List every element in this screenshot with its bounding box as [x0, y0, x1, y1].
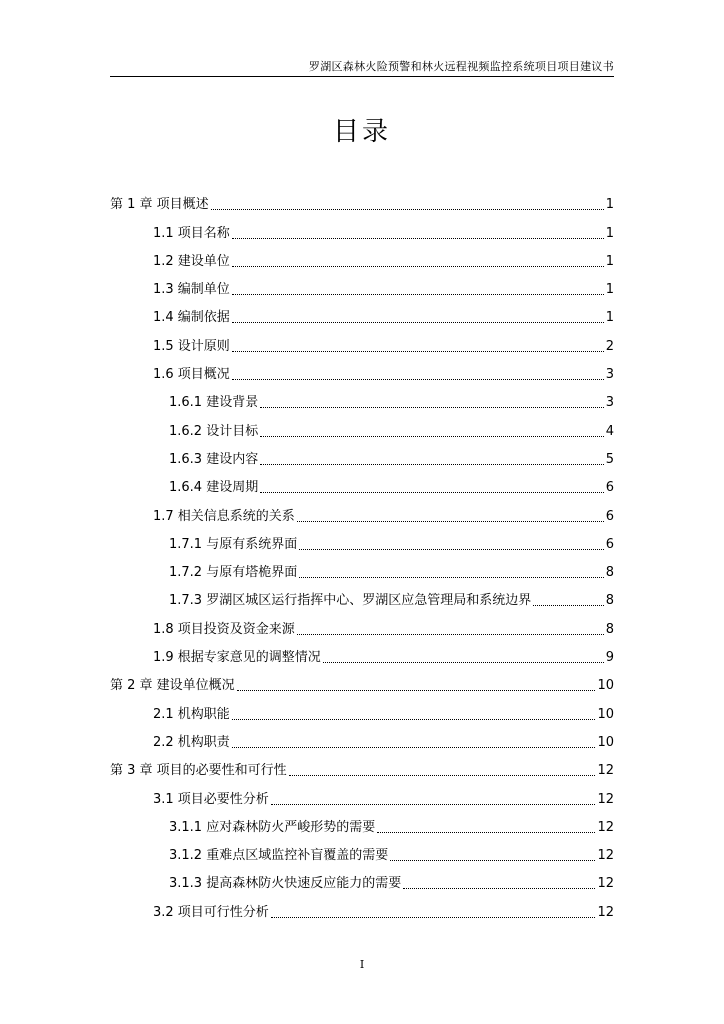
toc-entry-title: 1.6.4 建设周期: [169, 480, 259, 496]
toc-entry-title: 1.6.1 建设背景: [169, 395, 259, 411]
toc-entry[interactable]: [110, 270, 614, 298]
toc-entry[interactable]: [110, 553, 614, 581]
toc-page-number: 6: [605, 480, 614, 496]
toc-dot-leader: [232, 709, 596, 720]
toc-entry-title: 3.1.1 应对森林防火严峻形势的需要: [169, 819, 376, 835]
toc-entry[interactable]: [110, 468, 614, 496]
toc-page-number: 8: [605, 621, 614, 637]
toc-page-number: 6: [605, 508, 614, 524]
toc-entry[interactable]: [110, 666, 614, 694]
toc-entry[interactable]: [110, 525, 614, 553]
toc-page-number: 12: [597, 763, 614, 779]
toc-page-number: 10: [597, 734, 614, 750]
toc-page-number: 1: [605, 310, 614, 326]
toc-page-number: 8: [605, 593, 614, 609]
toc-entry[interactable]: [110, 440, 614, 468]
toc-dot-leader: [299, 539, 604, 550]
toc-dot-leader: [271, 794, 596, 805]
toc-entry-title: 第 1 章 项目概述: [110, 197, 209, 213]
toc-dot-leader: [260, 426, 604, 437]
toc-entry-title: 3.2 项目可行性分析: [153, 904, 269, 920]
toc-dot-leader: [232, 228, 604, 239]
toc-dot-leader: [299, 567, 604, 578]
toc-entry[interactable]: [110, 213, 614, 241]
toc-dot-leader: [237, 680, 596, 691]
toc-page-number: 1: [605, 253, 614, 269]
toc-entry[interactable]: [110, 355, 614, 383]
toc-dot-leader: [533, 595, 604, 606]
toc-dot-leader: [390, 850, 595, 861]
toc-entry[interactable]: [110, 638, 614, 666]
toc-page-number: 3: [605, 395, 614, 411]
toc-dot-leader: [377, 822, 595, 833]
toc-page-number: 12: [597, 904, 614, 920]
toc-entry-title: 1.7 相关信息系统的关系: [153, 508, 295, 524]
toc-dot-leader: [232, 737, 596, 748]
toc-entry-title: 1.8 项目投资及资金来源: [153, 621, 295, 637]
toc-entry-title: 1.2 建设单位: [153, 253, 230, 269]
toc-entry[interactable]: [110, 496, 614, 524]
toc-entry[interactable]: [110, 185, 614, 213]
toc-entry-title: 1.5 设计原则: [153, 338, 230, 354]
toc-entry-title: 1.1 项目名称: [153, 225, 230, 241]
toc-entry[interactable]: [110, 411, 614, 439]
toc-entry-title: 1.6.2 设计目标: [169, 423, 259, 439]
toc-entry[interactable]: [110, 383, 614, 411]
toc-entry-title: 1.3 编制单位: [153, 282, 230, 298]
toc-dot-leader: [403, 878, 595, 889]
toc-dot-leader: [260, 454, 604, 465]
toc-entry[interactable]: [110, 892, 614, 920]
toc-dot-leader: [289, 765, 596, 776]
toc-page-number: 1: [605, 197, 614, 213]
toc-entry-title: 1.9 根据专家意见的调整情况: [153, 650, 321, 666]
toc-page-number: 9: [605, 650, 614, 666]
toc-dot-leader: [211, 199, 604, 210]
toc-entry-title: 1.4 编制依据: [153, 310, 230, 326]
toc-dot-leader: [271, 907, 596, 918]
toc-entry-title: 1.7.3 罗湖区城区运行指挥中心、罗湖区应急管理局和系统边界: [169, 593, 532, 609]
toc-entry[interactable]: [110, 242, 614, 270]
toc-entry-title: 3.1 项目必要性分析: [153, 791, 269, 807]
toc-page-number: 6: [605, 536, 614, 552]
toc-entry[interactable]: [110, 864, 614, 892]
toc-dot-leader: [260, 397, 604, 408]
toc-entry[interactable]: [110, 751, 614, 779]
toc-page-number: 1: [605, 225, 614, 241]
toc-dot-leader: [232, 256, 604, 267]
toc-page-number: 5: [605, 451, 614, 467]
toc-dot-leader: [297, 511, 604, 522]
toc-page-number: 3: [605, 367, 614, 383]
toc-entry[interactable]: [110, 609, 614, 637]
page-title: 目录: [332, 117, 391, 147]
toc-dot-leader: [232, 312, 604, 323]
toc-page-number: 12: [597, 819, 614, 835]
toc-entry[interactable]: [110, 808, 614, 836]
toc-dot-leader: [323, 652, 604, 663]
table-of-contents: [110, 185, 614, 921]
toc-entry-title: 第 3 章 项目的必要性和可行性: [110, 763, 287, 779]
toc-page-number: 4: [605, 423, 614, 439]
running-header: 罗湖区森林火险预警和林火远程视频监控系统项目项目建议书: [308, 60, 614, 73]
toc-entry-title: 1.7.1 与原有系统界面: [169, 536, 298, 552]
toc-dot-leader: [232, 369, 604, 380]
header-divider: [110, 76, 614, 77]
toc-page-number: 10: [597, 678, 614, 694]
toc-dot-leader: [232, 341, 604, 352]
toc-page-number: 2: [605, 338, 614, 354]
toc-entry[interactable]: [110, 694, 614, 722]
toc-dot-leader: [260, 482, 604, 493]
toc-page-number: 12: [597, 791, 614, 807]
toc-entry[interactable]: [110, 779, 614, 807]
toc-page-number: 12: [597, 876, 614, 892]
toc-entry-title: 第 2 章 建设单位概况: [110, 678, 235, 694]
toc-dot-leader: [297, 624, 604, 635]
toc-entry-title: 3.1.3 提高森林防火快速反应能力的需要: [169, 876, 402, 892]
toc-entry[interactable]: [110, 298, 614, 326]
toc-page-number: 8: [605, 565, 614, 581]
toc-entry[interactable]: [110, 326, 614, 354]
toc-page-number: 12: [597, 848, 614, 864]
toc-page-number: 10: [597, 706, 614, 722]
toc-entry-title: 2.1 机构职能: [153, 706, 230, 722]
toc-entry[interactable]: [110, 836, 614, 864]
toc-dot-leader: [232, 284, 604, 295]
toc-entry[interactable]: [110, 581, 614, 609]
toc-entry[interactable]: [110, 723, 614, 751]
toc-entry-title: 1.7.2 与原有塔桅界面: [169, 565, 298, 581]
toc-page-number: 1: [605, 282, 614, 298]
toc-entry-title: 1.6 项目概况: [153, 367, 230, 383]
toc-entry-title: 3.1.2 重难点区域监控补盲覆盖的需要: [169, 848, 389, 864]
page-number: I: [359, 958, 365, 971]
toc-entry-title: 2.2 机构职责: [153, 734, 230, 750]
toc-entry-title: 1.6.3 建设内容: [169, 451, 259, 467]
